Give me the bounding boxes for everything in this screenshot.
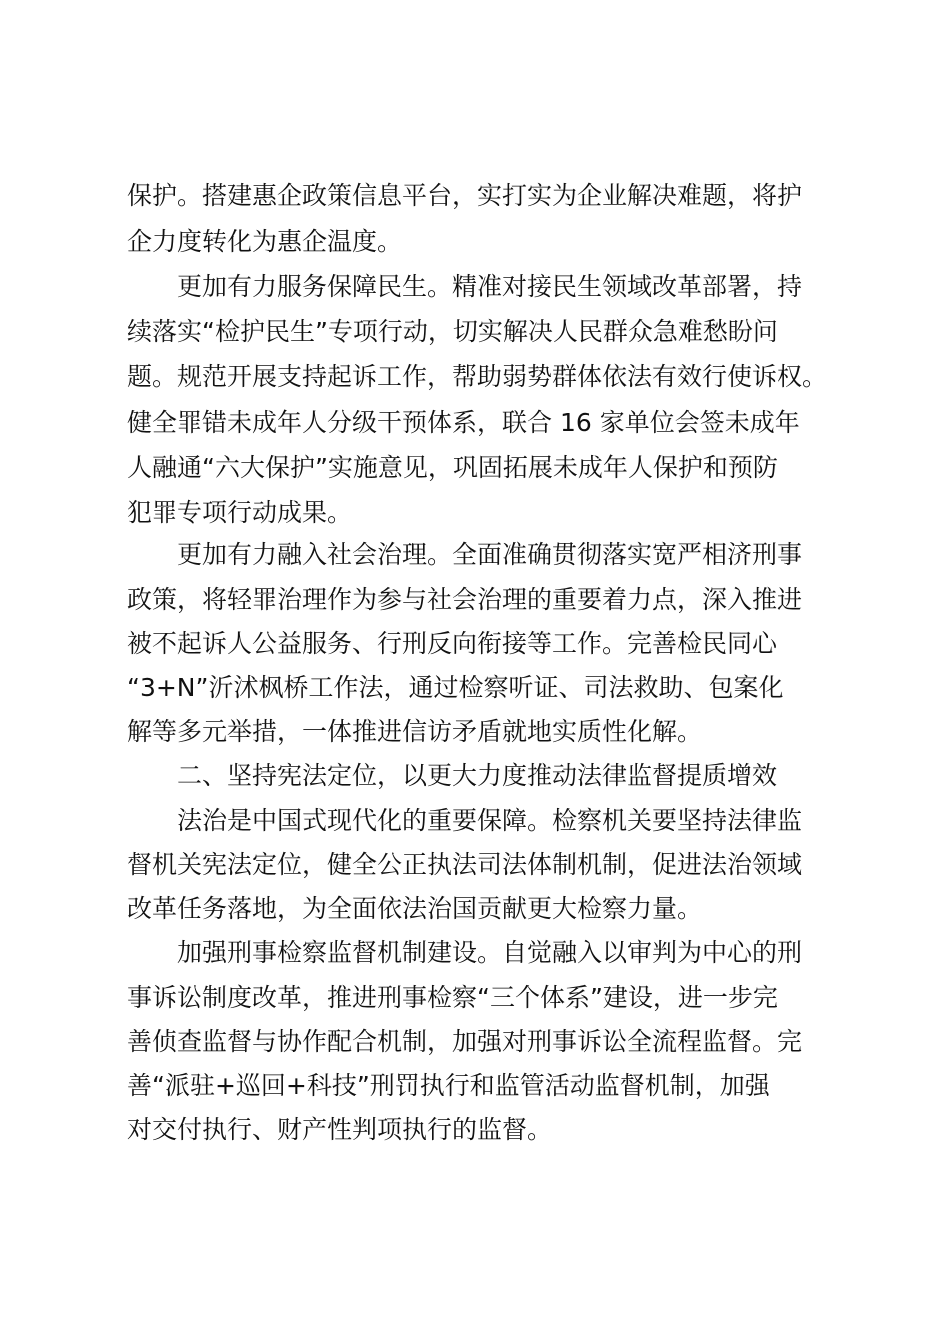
text-line: 对交付执行、财产性判项执行的监督。 [127, 1115, 553, 1144]
paragraph-first-line: 更加有力服务保障民生。精准对接民生领域改革部署，持 [177, 272, 803, 301]
text-line: 事诉讼制度改革，推进刑事检察“三个体系”建设，进一步完 [127, 983, 778, 1012]
section-heading: 二、坚持宪法定位，以更大力度推动法律监督提质增效 [177, 761, 778, 790]
paragraph-first-line: 法治是中国式现代化的重要保障。检察机关要坚持法律监 [177, 806, 803, 835]
text-line: 解等多元举措，一体推进信访矛盾就地实质性化解。 [127, 717, 703, 746]
text-line: 改革任务落地，为全面依法治国贡献更大检察力量。 [127, 894, 703, 923]
text-line: 保护。搭建惠企政策信息平台，实打实为企业解决难题，将护 [127, 181, 803, 210]
text-line: 政策，将轻罪治理作为参与社会治理的重要着力点，深入推进 [127, 585, 803, 614]
text-line: 人融通“六大保护”实施意见，巩固拓展未成年人保护和预防 [127, 453, 778, 482]
text-line: 被不起诉人公益服务、行刑反向衔接等工作。完善检民同心 [127, 629, 778, 658]
text-line: “3+N”沂沭枫桥工作法，通过检察听证、司法救助、包案化 [127, 673, 784, 702]
text-line: 善侦查监督与协作配合机制，加强对刑事诉讼全流程监督。完 [127, 1027, 803, 1056]
text-line: 犯罪专项行动成果。 [127, 498, 353, 527]
text-line: 企力度转化为惠企温度。 [127, 227, 403, 256]
text-line: 督机关宪法定位，健全公正执法司法体制机制，促进法治领域 [127, 850, 803, 879]
text-line: 健全罪错未成年人分级干预体系，联合 16 家单位会签未成年 [127, 408, 800, 437]
text-line: 题。规范开展支持起诉工作，帮助弱势群体依法有效行使诉权。 [127, 362, 828, 391]
text-line: 续落实“检护民生”专项行动，切实解决人民群众急难愁盼问 [127, 317, 778, 346]
paragraph-first-line: 加强刑事检察监督机制建设。自觉融入以审判为中心的刑 [177, 938, 803, 967]
paragraph-first-line: 更加有力融入社会治理。全面准确贯彻落实宽严相济刑事 [177, 540, 803, 569]
text-line: 善“派驻+巡回+科技”刑罚执行和监管活动监督机制，加强 [127, 1071, 770, 1100]
